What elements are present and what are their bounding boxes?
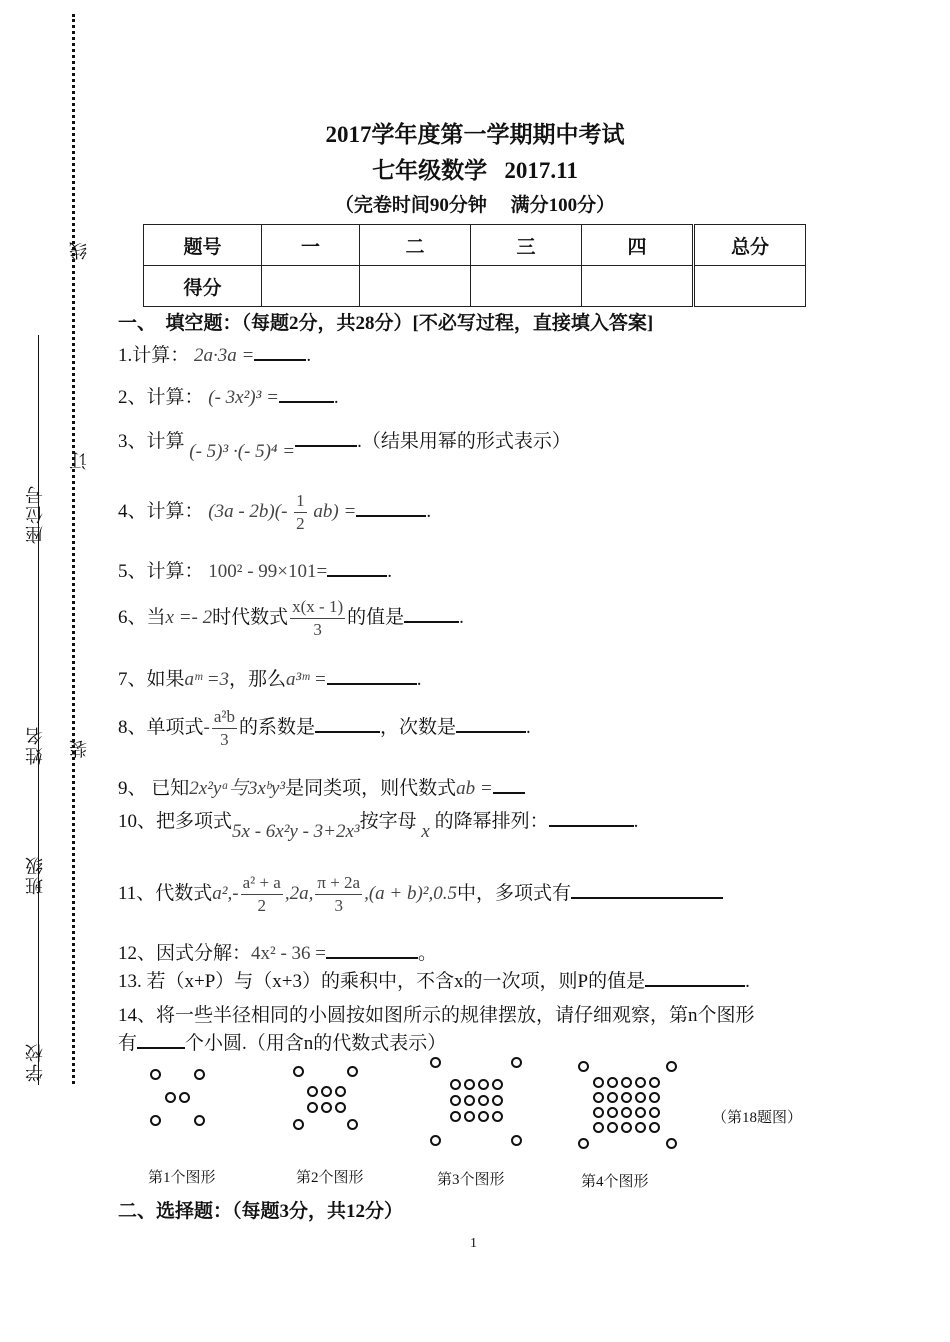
score-input-cell[interactable] xyxy=(694,266,806,307)
q5-prefix: 5、计算： xyxy=(118,561,204,582)
small-circle xyxy=(464,1095,475,1106)
small-circle xyxy=(335,1086,346,1097)
small-circle xyxy=(492,1079,503,1090)
q11-fraction-1-numerator: a² + a xyxy=(241,872,283,895)
question-10 xyxy=(118,806,639,842)
question-8 xyxy=(118,706,531,751)
q12-suffix: 。 xyxy=(418,943,438,964)
q11-term-a: a²,- xyxy=(212,882,239,904)
q8-fraction xyxy=(212,706,237,751)
q5-suffix: . xyxy=(387,561,392,582)
small-circle xyxy=(621,1092,632,1103)
question-14-line-1 xyxy=(118,1000,755,1027)
small-circle xyxy=(293,1066,304,1077)
question-3 xyxy=(118,426,571,462)
q1-answer-blank[interactable] xyxy=(254,343,306,361)
small-circle xyxy=(649,1077,660,1088)
small-circle xyxy=(593,1107,604,1118)
small-circle xyxy=(464,1079,475,1090)
score-table-cell: 二 xyxy=(360,225,471,266)
small-circle xyxy=(179,1092,190,1103)
q6-fraction-numerator: x(x - 1) xyxy=(290,596,345,619)
small-circle xyxy=(635,1092,646,1103)
q4-fraction xyxy=(294,490,307,535)
q8-mid: 的系数是 xyxy=(239,716,316,738)
q1-suffix: . xyxy=(306,345,312,366)
question-4 xyxy=(118,490,431,535)
binding-bind-char: 装 xyxy=(69,738,89,758)
small-circle xyxy=(335,1102,346,1113)
q4-fraction-numerator: 1 xyxy=(294,490,307,513)
figure-caption-2: 第2个图形 xyxy=(296,1170,364,1186)
small-circle xyxy=(621,1122,632,1133)
question-12 xyxy=(118,938,437,965)
section2-heading: 二、选择题：（每题3分，共12分） xyxy=(118,1201,404,1222)
small-circle xyxy=(492,1095,503,1106)
q14-line2-a: 有 xyxy=(118,1033,138,1054)
q9-answer-blank[interactable] xyxy=(493,776,525,794)
q7-condition: aᵐ =3 xyxy=(184,669,230,690)
q6-fraction-denominator: 3 xyxy=(313,620,322,639)
score-table-header-row xyxy=(144,225,806,266)
score-table-cell: 题号 xyxy=(144,225,262,266)
small-circle xyxy=(430,1057,441,1068)
small-circle xyxy=(666,1138,677,1149)
small-circle xyxy=(450,1079,461,1090)
q2-prefix: 2、计算： xyxy=(118,387,204,408)
q11-answer-blank[interactable] xyxy=(571,881,723,899)
small-circle xyxy=(635,1077,646,1088)
q5-expression: 100² - 99×101= xyxy=(208,561,328,582)
small-circle xyxy=(150,1115,161,1126)
question-9 xyxy=(118,773,525,800)
q3-answer-blank[interactable] xyxy=(295,429,357,447)
q9-tail: 是同类项，则代数式 xyxy=(285,778,457,799)
small-circle xyxy=(607,1092,618,1103)
q6-fraction xyxy=(290,596,345,641)
q12-prefix: 12、因式分解： xyxy=(118,943,252,964)
small-circle xyxy=(666,1061,677,1072)
seat-label: 座位号 xyxy=(25,484,45,544)
q9-expression-b: ab = xyxy=(456,778,493,799)
q10-tail2: 的降幂排列： xyxy=(434,811,549,832)
score-table-cell: 一 xyxy=(262,225,360,266)
small-circle xyxy=(621,1077,632,1088)
question-14-line-2 xyxy=(118,1028,446,1055)
q8-mid2: ，次数是 xyxy=(380,716,457,738)
figure-caption-3: 第3个图形 xyxy=(437,1172,505,1188)
small-circle xyxy=(321,1086,332,1097)
q11-prefix: 11、代数式 xyxy=(118,882,213,904)
q6-suffix: . xyxy=(459,606,464,628)
small-circle xyxy=(307,1086,318,1097)
exam-note: （完卷时间90分钟 满分100分） xyxy=(334,195,616,216)
q4-suffix: . xyxy=(426,500,432,522)
q2-suffix: . xyxy=(333,387,339,408)
score-table-cell: 总分 xyxy=(694,225,806,266)
exam-subtitle: 七年级数学 2017.11 xyxy=(372,158,578,183)
small-circle xyxy=(492,1111,503,1122)
small-circle xyxy=(347,1066,358,1077)
q10-answer-blank[interactable] xyxy=(549,809,634,827)
q2-expression: (- 3x²)³ = xyxy=(208,387,279,408)
q10-suffix: . xyxy=(633,811,639,832)
small-circle xyxy=(607,1122,618,1133)
score-row-label: 得分 xyxy=(144,266,262,307)
q7-prefix: 7、如果 xyxy=(118,669,185,690)
q5-answer-blank[interactable] xyxy=(327,559,387,577)
score-input-cell[interactable] xyxy=(262,266,360,307)
small-circle xyxy=(194,1069,205,1080)
small-circle xyxy=(321,1102,332,1113)
q6-condition: x =- 2 xyxy=(165,606,213,628)
q8-degree-blank[interactable] xyxy=(456,715,526,733)
figure-caption-1: 第1个图形 xyxy=(148,1170,216,1186)
small-circle xyxy=(621,1107,632,1118)
q6-mid: 时代数式 xyxy=(212,606,289,628)
small-circle xyxy=(430,1135,441,1146)
small-circle xyxy=(649,1122,660,1133)
q11-fraction-1-denominator: 2 xyxy=(257,896,266,915)
small-circle xyxy=(478,1079,489,1090)
q9-expression: 2x²yᵃ与3xᵇy³ xyxy=(189,778,286,799)
q11-tail: 中，多项式有 xyxy=(457,882,572,904)
q6-answer-blank[interactable] xyxy=(404,605,459,623)
small-circle xyxy=(450,1095,461,1106)
q7-mid: ，那么 xyxy=(229,669,287,690)
school-label: 学校 xyxy=(25,1042,45,1082)
q11-fraction-2-numerator: π + 2a xyxy=(315,872,362,895)
small-circle xyxy=(511,1057,522,1068)
small-circle xyxy=(578,1061,589,1072)
score-table-score-row xyxy=(144,266,806,307)
small-circle xyxy=(635,1107,646,1118)
q13-answer-blank[interactable] xyxy=(645,969,745,987)
q4-expression-b: ab) = xyxy=(313,500,357,522)
binding-order-char: 订 xyxy=(69,450,89,470)
small-circle xyxy=(607,1107,618,1118)
score-table xyxy=(143,224,806,307)
student-info-line xyxy=(38,335,39,1085)
small-circle xyxy=(347,1119,358,1130)
q12-answer-blank[interactable] xyxy=(326,941,418,959)
small-circle xyxy=(293,1119,304,1130)
question-5 xyxy=(118,556,392,583)
q9-prefix: 9、 已知 xyxy=(118,778,190,799)
question-2 xyxy=(118,382,339,409)
figure-caption-4: 第4个图形 xyxy=(581,1174,649,1190)
q8-coefficient-blank[interactable] xyxy=(315,715,380,733)
q1-prefix: 1.计算： xyxy=(118,345,190,366)
small-circle xyxy=(194,1115,205,1126)
q14-answer-blank[interactable] xyxy=(137,1031,185,1049)
small-circle xyxy=(593,1077,604,1088)
q8-prefix: 8、单项式 xyxy=(118,716,204,738)
q11-term-b: ,2a, xyxy=(284,882,314,904)
q13-text: 13. 若（x+P）与（x+3）的乘积中，不含x的一次项，则P的值是 xyxy=(118,971,646,992)
q7-expression: a³ᵐ = xyxy=(286,669,327,690)
q10-tail: 按字母 xyxy=(359,811,417,832)
page-number: 1 xyxy=(470,1236,477,1251)
q11-fraction-2 xyxy=(315,872,362,917)
score-input-cell[interactable] xyxy=(360,266,471,307)
q3-prefix: 3、计算 xyxy=(118,431,185,452)
q3-expression: (- 5)³ ·(- 5)⁴ = xyxy=(189,441,296,462)
q11-fraction-1 xyxy=(241,872,283,917)
small-circle xyxy=(578,1138,589,1149)
q2-answer-blank[interactable] xyxy=(279,385,334,403)
question-7 xyxy=(118,664,421,691)
q11-term-c: ,(a + b)²,0.5 xyxy=(364,882,457,904)
question-1 xyxy=(118,340,311,367)
question-11 xyxy=(118,872,723,917)
small-circle xyxy=(593,1122,604,1133)
q8-fraction-numerator: a²b xyxy=(212,706,237,729)
q1-expression: 2a·3a = xyxy=(194,345,255,366)
q13-suffix: . xyxy=(745,971,750,992)
binding-line-char: 线 xyxy=(69,240,89,260)
small-circle xyxy=(450,1111,461,1122)
small-circle xyxy=(593,1092,604,1103)
small-circle xyxy=(511,1135,522,1146)
question-6 xyxy=(118,596,464,641)
q8-sign: - xyxy=(203,716,210,738)
q3-suffix: .（结果用幂的形式表示） xyxy=(357,431,571,452)
q8-fraction-denominator: 3 xyxy=(220,730,229,749)
score-table-cell: 四 xyxy=(582,225,694,266)
question-13 xyxy=(118,966,750,993)
q7-suffix: . xyxy=(416,669,422,690)
q7-answer-blank[interactable] xyxy=(327,667,417,685)
figure-label: （第18题图） xyxy=(712,1110,803,1126)
q6-tail: 的值是 xyxy=(347,606,405,628)
small-circle xyxy=(478,1111,489,1122)
small-circle xyxy=(607,1077,618,1088)
small-circle xyxy=(478,1095,489,1106)
q14-line2-b: 个小圆.（用含n的代数式表示） xyxy=(185,1033,447,1054)
q6-prefix: 6、当 xyxy=(118,606,166,628)
q10-variable: x xyxy=(421,821,430,842)
score-table-cell: 三 xyxy=(471,225,582,266)
section1-heading: 一、 填空题：（每题2分，共28分）[不必写过程，直接填入答案] xyxy=(118,313,654,334)
small-circle xyxy=(649,1107,660,1118)
score-input-cell[interactable] xyxy=(582,266,694,307)
small-circle xyxy=(464,1111,475,1122)
q4-expression-a: (3a - 2b)(- xyxy=(208,500,288,522)
q11-fraction-2-denominator: 3 xyxy=(334,896,343,915)
q4-prefix: 4、计算： xyxy=(118,500,204,522)
small-circle xyxy=(649,1092,660,1103)
name-label: 姓名 xyxy=(25,725,45,765)
q10-expression: 5x - 6x²y - 3+2x³ xyxy=(232,821,360,842)
q14-line1: 14、将一些半径相同的小圆按如图所示的规律摆放，请仔细观察，第n个图形 xyxy=(118,1005,755,1026)
q4-answer-blank[interactable] xyxy=(356,499,426,517)
q12-expression: 4x² - 36 = xyxy=(251,943,327,964)
small-circle xyxy=(307,1102,318,1113)
class-label: 班级 xyxy=(25,855,45,895)
exam-title: 2017学年度第一学期期中考试 xyxy=(325,122,625,147)
q8-suffix: . xyxy=(526,716,531,738)
small-circle xyxy=(635,1122,646,1133)
q10-prefix: 10、把多项式 xyxy=(118,811,233,832)
small-circle xyxy=(150,1069,161,1080)
score-input-cell[interactable] xyxy=(471,266,582,307)
q4-fraction-denominator: 2 xyxy=(296,514,305,533)
small-circle xyxy=(165,1092,176,1103)
